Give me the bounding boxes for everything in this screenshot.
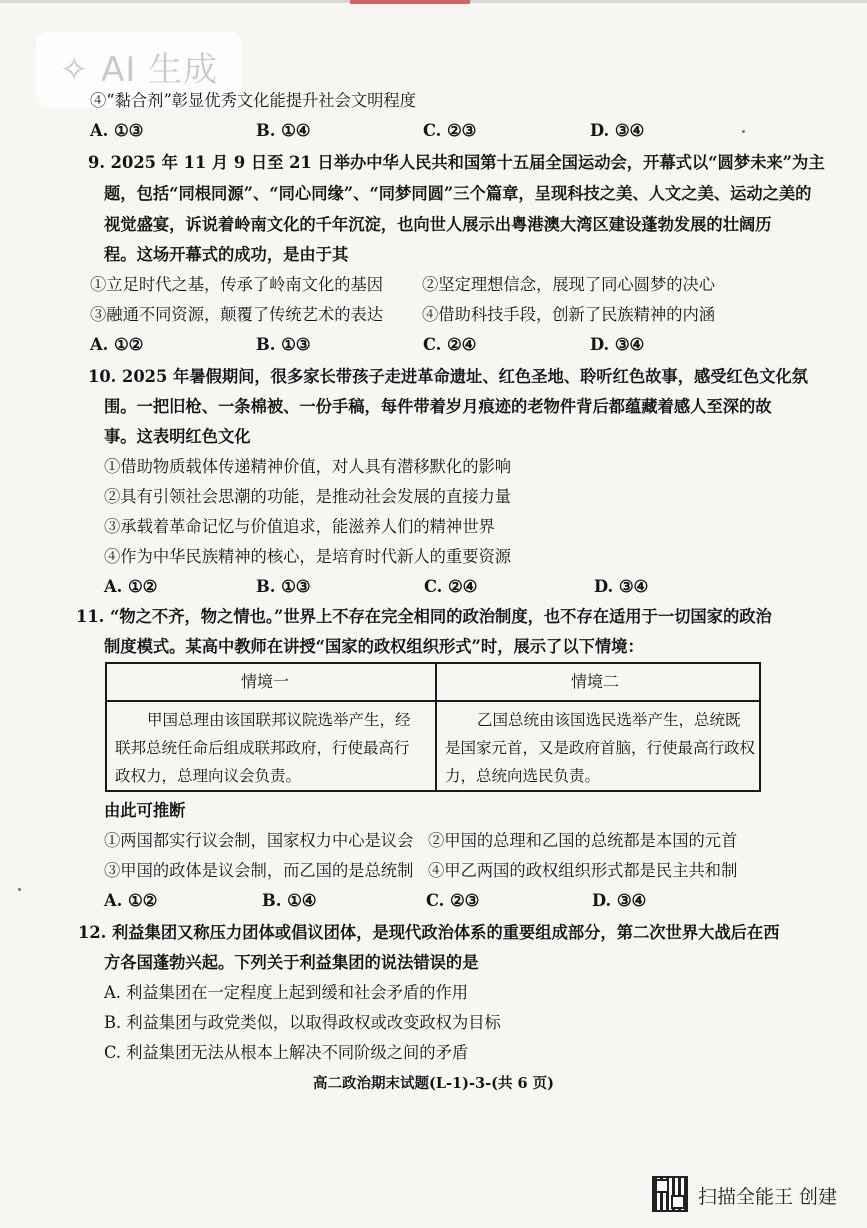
table-cell-scenario-1	[115, 706, 411, 790]
q9-stem-line-3: 视觉盛宴，诉说着岭南文化的千年沉淀，也向世人展示出粤港澳大湾区建设蓬勃发展的壮阔历	[104, 215, 772, 234]
scenario-1-line-2: 联邦总统任命后组成联邦政府，行使最高行	[115, 739, 410, 757]
q9-option-d: D. ③④	[590, 335, 645, 354]
q9-option-c: C. ②④	[423, 335, 477, 354]
q11-option-b: B. ①④	[262, 891, 317, 910]
q12-stem-line-1: 12. 利益集团又称压力团体或倡议团体，是现代政治体系的重要组成部分，第二次世界大战后在西	[78, 923, 780, 942]
scan-speck	[18, 888, 21, 891]
ai-watermark: ✧ AI 生成	[36, 32, 242, 108]
page-footer: 高二政治期末试题(L-1)-3-(共 6 页)	[312, 1075, 555, 1092]
table-header-row	[107, 664, 759, 702]
q11-option-d: D. ③④	[592, 891, 647, 910]
q11-stem-line-1: 11. “物之不齐，物之情也。”世界上不存在完全相同的政治制度，也不存在适用于一切国家的政治	[76, 607, 772, 626]
q9-item-4: ④借助科技手段，创新了民族精神的内涵	[422, 305, 716, 324]
q8-option-c: C. ②③	[423, 121, 477, 140]
q11-item-4: ④甲乙两国的政权组织形式都是民主共和制	[428, 861, 738, 880]
q11-prompt: 由此可推断	[104, 801, 186, 820]
q10-option-c: C. ②④	[424, 577, 478, 596]
scenario-1-line-3: 政权力，总理向议会负责。	[115, 767, 302, 785]
q8-option-a: A. ①③	[90, 121, 144, 140]
q11-stem-line-2: 制度模式。某高中教师在讲授“国家的政权组织形式”时，展示了以下情境：	[104, 637, 644, 656]
table-header-scenario-2: 情境二	[571, 672, 620, 691]
q11-item-3: ③甲国的政体是议会制，而乙国的是总统制	[104, 861, 414, 880]
red-mark	[350, 0, 470, 4]
q9-stem-line-2: 题，包括“同根同源”、“同心同缘”、“同梦同圆”三个篇章，呈现科技之美、人文之美、运动之美的	[104, 184, 812, 203]
q9-item-3: ③融通不同资源，颠覆了传统艺术的表达	[90, 305, 384, 324]
scenario-2-line-3: 力，总统向选民负责。	[445, 767, 601, 785]
q11-option-c: C. ②③	[426, 891, 480, 910]
table-cell-scenario-2	[445, 706, 755, 790]
scenario-table	[105, 662, 761, 792]
q10-item-2: ②具有引领社会思潮的功能，是推动社会发展的直接力量	[104, 487, 512, 506]
scenario-2-line-1: 乙国总统由该国选民选举产生，总统既	[477, 711, 741, 729]
q10-option-b: B. ①③	[256, 577, 311, 596]
q12-option-a: A. 利益集团在一定程度上起到缓和社会矛盾的作用	[104, 983, 469, 1002]
table-header-scenario-1: 情境一	[241, 672, 290, 691]
q9-item-2: ②坚定理想信念，展现了同心圆梦的决心	[422, 275, 716, 294]
q12-stem-line-2: 方各国蓬勃兴起。下列关于利益集团的说法错误的是	[104, 953, 479, 972]
q10-stem-line-1: 10. 2025 年暑假期间，很多家长带孩子走进革命遗址、红色圣地、聆听红色故事，感受红色文化氛	[88, 367, 808, 386]
q9-stem-line-4: 程。这场开幕式的成功，是由于其	[104, 245, 349, 264]
scanner-watermark: 扫描全能王 创建	[698, 1186, 838, 1208]
table-divider	[435, 664, 437, 790]
qr-code-icon	[652, 1176, 688, 1212]
q11-item-2: ②甲国的总理和乙国的总统都是本国的元首	[428, 831, 738, 850]
q11-item-1: ①两国都实行议会制，国家权力中心是议会	[104, 831, 414, 850]
scenario-2-line-2: 是国家元首，又是政府首脑，行使最高行政权	[445, 739, 756, 757]
q10-stem-line-2: 围。一把旧枪、一条棉被、一份手稿，每件带着岁月痕迹的老物件背后都蕴藏着感人至深的故	[104, 397, 772, 416]
q10-item-1: ①借助物质载体传递精神价值，对人具有潜移默化的影响	[104, 457, 512, 476]
q8-option-d: D. ③④	[590, 121, 645, 140]
q9-item-1: ①立足时代之基，传承了岭南文化的基因	[90, 275, 384, 294]
scan-speck	[742, 130, 745, 133]
q9-option-a: A. ①②	[90, 335, 144, 354]
q10-item-4: ④作为中华民族精神的核心，是培育时代新人的重要资源	[104, 547, 512, 566]
q8-option-b: B. ①④	[256, 121, 311, 140]
q11-option-a: A. ①②	[104, 891, 158, 910]
q10-item-3: ③承载着革命记忆与价值追求，能滋养人们的精神世界	[104, 517, 495, 536]
q12-option-b: B. 利益集团与政党类似，以取得政权或改变政权为目标	[104, 1013, 501, 1032]
q10-option-d: D. ③④	[594, 577, 649, 596]
q12-option-c: C. 利益集团无法从根本上解决不同阶级之间的矛盾	[104, 1043, 469, 1062]
q9-option-b: B. ①③	[256, 335, 311, 354]
q10-option-a: A. ①②	[104, 577, 158, 596]
q9-stem-line-1: 9. 2025 年 11 月 9 日至 21 日举办中华人民共和国第十五届全国运动会，开幕式以“圆梦未来”为主	[88, 153, 825, 172]
q10-stem-line-3: 事。这表明红色文化	[104, 427, 251, 446]
q8-item-4: ④“黏合剂”彰显优秀文化能提升社会文明程度	[90, 91, 416, 110]
scenario-1-line-1: 甲国总理由该国联邦议院选举产生，经	[147, 711, 411, 729]
